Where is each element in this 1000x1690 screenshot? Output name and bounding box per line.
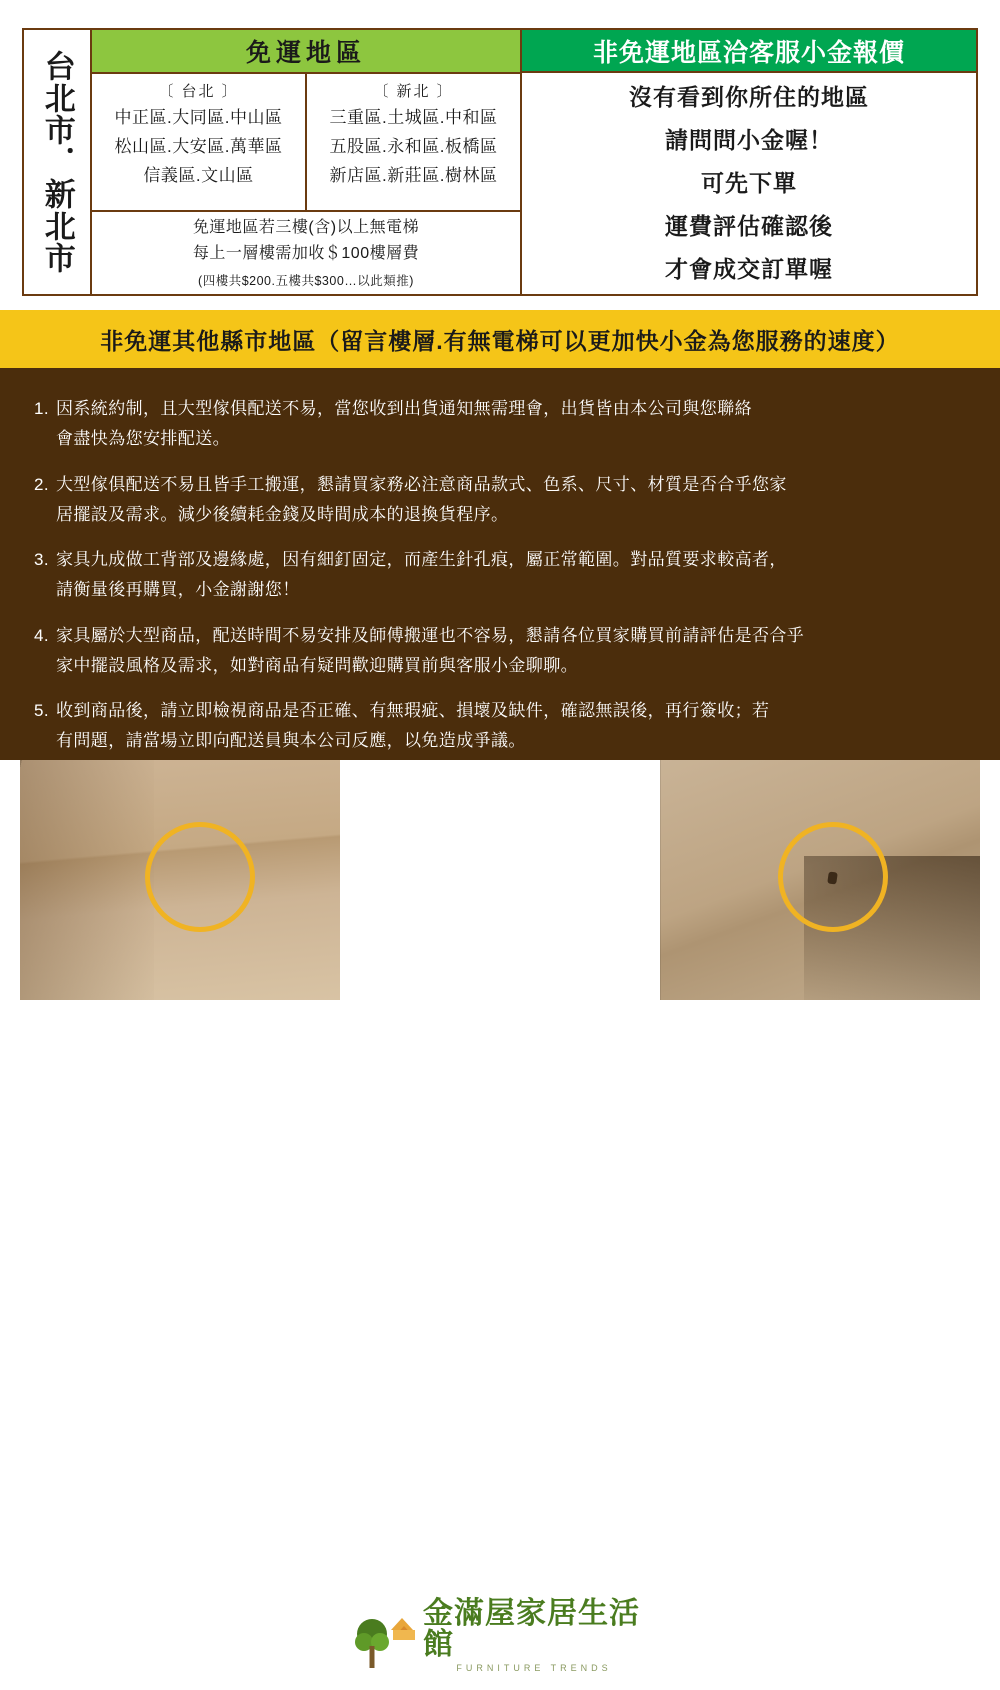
brand-logo-text: [423, 1598, 645, 1673]
region-label-cell: [24, 30, 92, 294]
notice-text: [56, 545, 970, 606]
city-line: 新店區.新莊區.樹林區: [329, 166, 498, 186]
floor-fee-line: 每上一層樓需加收＄100樓層費: [192, 245, 420, 262]
brand-tagline: FURNITURE TRENDS: [456, 1662, 612, 1673]
bottom-photo-strip: [0, 760, 1000, 1673]
non-free-line: 運費評估確認後: [665, 213, 833, 239]
other-regions-banner: [0, 310, 1000, 368]
notice-text: [56, 621, 970, 682]
city-group-title: 〔 新北 〕: [373, 83, 454, 100]
notice-number: 5.: [34, 701, 49, 720]
notice-item: [34, 621, 970, 682]
brand-name: 金滿屋家居生活館: [423, 1596, 640, 1661]
non-free-line: 才會成交訂單喔: [665, 256, 833, 282]
city-groups: [92, 74, 520, 212]
notice-text: [56, 470, 970, 531]
defect-highlight-circle: [145, 822, 255, 932]
city-line: 信義區.文山區: [143, 166, 254, 186]
city-line: 五股區.永和區.板橋區: [329, 137, 498, 157]
notice-line: 有問題，請當場立即向配送員與本公司反應，以免造成爭議。: [56, 731, 526, 751]
city-group-title: 〔 台北 〕: [158, 83, 239, 100]
notice-line: 收到商品後，請立即檢視商品是否正確、有無瑕疵、損壞及缺件，確認無誤後，再行簽收；若: [56, 701, 770, 720]
defect-highlight-circle: [778, 822, 888, 932]
other-regions-banner-text: 非免運其他縣市地區（留言樓層.有無電梯可以更加快小金為您服務的速度）: [100, 327, 900, 354]
brand-logo: [355, 1580, 645, 1690]
notice-item: [34, 470, 970, 531]
region-label: 台北市．新北市: [39, 50, 75, 274]
notice-list: [0, 368, 1000, 760]
free-shipping-column: [92, 30, 522, 294]
notice-line: 居擺設及需求。減少後續耗金錢及時間成本的退換貨程序。: [56, 504, 509, 524]
non-free-shipping-header: 非免運地區洽客服小金報價: [522, 30, 976, 73]
non-free-line: 請問問小金喔！: [665, 127, 833, 153]
notice-text: [56, 696, 970, 757]
notice-item: [34, 696, 970, 757]
notice-line: 因系統約制，且大型傢俱配送不易，當您收到出貨通知無需理會，出貨皆由本公司與您聯絡: [56, 399, 752, 418]
notice-line: 家中擺設風格及需求，如對商品有疑問歡迎購買前與客服小金聊聊。: [56, 655, 578, 675]
free-shipping-header: 免運地區: [92, 30, 520, 74]
notice-line: 大型傢俱配送不易且皆手工搬運，懇請買家務必注意商品款式、色系、尺寸、材質是否合乎您家: [56, 474, 787, 494]
city-group-new-taipei: [307, 74, 520, 210]
notice-number: 1.: [34, 399, 49, 418]
city-line: 中正區.大同區.中山區: [114, 108, 283, 127]
non-free-line: 沒有看到你所住的地區: [629, 84, 869, 110]
notice-line: 會盡快為您安排配送。: [56, 429, 230, 449]
floor-fee-line: 免運地區若三樓(含)以上無電梯: [192, 219, 420, 237]
city-line: 松山區.大安區.萬華區: [114, 137, 283, 157]
notice-line: 家具屬於大型商品，配送時間不易安排及師傅搬運也不容易，懇請各位買家購買前請評估是否合乎: [56, 625, 805, 645]
city-line: 三重區.土城區.中和區: [329, 108, 498, 127]
notice-number: 2.: [34, 474, 49, 494]
floor-fee-note: (四樓共$200.五樓共$300…以此類推): [198, 273, 414, 288]
notice-item: [34, 545, 970, 606]
product-detail-photo-left: [20, 760, 340, 1000]
non-free-line: 可先下單: [701, 170, 797, 196]
notice-number: 4.: [34, 625, 49, 645]
free-shipping-body: [92, 74, 520, 294]
notice-line: 請衡量後再購買，小金謝謝您！: [56, 580, 300, 600]
city-group-taipei: [92, 74, 307, 210]
notice-item: [34, 394, 970, 455]
notice-number: 3.: [34, 550, 49, 569]
product-detail-photo-right: [660, 760, 980, 1000]
non-free-shipping-body: [522, 73, 976, 294]
tree-and-house-icon: [355, 1596, 417, 1674]
shipping-zone-table: [22, 28, 978, 296]
notice-line: 家具九成做工背部及邊緣處，因有細釘固定，而產生針孔痕，屬正常範圍。對品質要求較高者，: [56, 550, 787, 569]
notice-text: [56, 394, 970, 455]
floor-fee-block: [92, 212, 520, 294]
non-free-shipping-column: [522, 30, 976, 294]
